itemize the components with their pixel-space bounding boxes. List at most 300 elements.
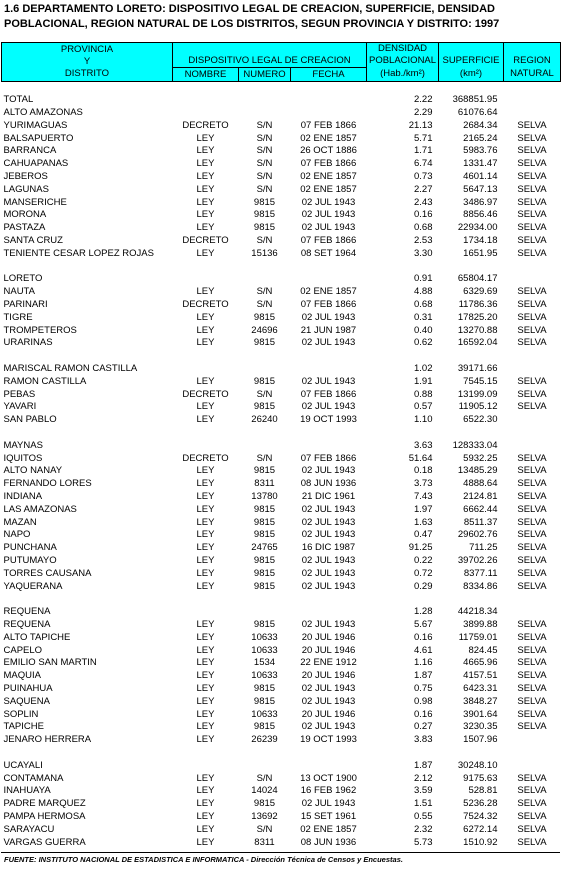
cell-region: SELVA <box>517 132 547 144</box>
cell-densidad: 1.87 <box>414 670 433 682</box>
cell-numero: S/N <box>256 158 273 170</box>
cell-numero: 10633 <box>251 631 278 643</box>
cell-fecha: 08 JUN 1936 <box>300 836 357 848</box>
cell-numero: 9815 <box>253 682 276 694</box>
cell-superficie: 61076.64 <box>457 107 498 119</box>
cell-densidad: 1.63 <box>414 516 433 528</box>
cell-fecha: 02 JUL 1943 <box>301 516 356 528</box>
cell-numero <box>239 273 291 286</box>
cell-region: SELVA <box>517 836 547 848</box>
cell-fecha: 02 ENE 1857 <box>300 183 357 195</box>
cell-nombre: LEY <box>196 401 215 413</box>
cell-nombre: LEY <box>196 478 215 490</box>
cell-densidad: 0.47 <box>414 529 433 541</box>
header-densidad: DENSIDAD POBLACIONAL <box>367 43 439 68</box>
cell-nombre: LEY <box>196 324 215 336</box>
cell-densidad: 0.31 <box>414 311 433 323</box>
cell-numero: 9815 <box>253 503 276 515</box>
table-row <box>2 504 561 517</box>
cell-superficie: 4157.51 <box>463 670 498 682</box>
cell-nombre: LEY <box>196 375 215 387</box>
cell-region: SELVA <box>517 158 547 170</box>
cell-densidad: 5.73 <box>414 836 433 848</box>
header-fecha: FECHA <box>291 67 367 81</box>
cell-fecha: 19 OCT 1993 <box>300 734 357 746</box>
spacer-cell <box>2 427 561 440</box>
cell-region <box>504 414 561 427</box>
cell-superficie: 13485.29 <box>457 465 498 477</box>
cell-region: SELVA <box>517 235 547 247</box>
cell-nombre: LEY <box>196 414 215 426</box>
cell-fecha: 02 JUL 1943 <box>301 554 356 566</box>
cell-numero: 13692 <box>251 810 278 822</box>
table-row <box>2 273 561 286</box>
cell-nombre: LEY <box>196 529 215 541</box>
cell-densidad: 0.72 <box>414 567 433 579</box>
cell-fecha: 07 FEB 1866 <box>300 235 357 247</box>
cell-superficie: 6272.14 <box>463 823 498 835</box>
cell-densidad: 0.62 <box>414 337 433 349</box>
cell-densidad: 1.91 <box>414 375 433 387</box>
cell-fecha: 02 JUL 1943 <box>301 401 356 413</box>
cell-fecha: 15 SET 1961 <box>300 810 357 822</box>
cell-numero: S/N <box>256 119 273 131</box>
cell-superficie: 5932.25 <box>463 452 498 464</box>
table-row <box>2 555 561 568</box>
cell-region: SELVA <box>517 542 547 554</box>
table-row <box>2 529 561 542</box>
cell-superficie: 2684.34 <box>463 119 498 131</box>
cell-nombre: LEY <box>196 734 215 746</box>
cell-distrito: PUINAHUA <box>3 682 53 694</box>
cell-superficie: 44218.34 <box>457 606 498 618</box>
cell-numero: 9815 <box>253 222 276 234</box>
cell-nombre: LEY <box>196 670 215 682</box>
cell-nombre: LEY <box>196 567 215 579</box>
cell-densidad: 0.22 <box>414 554 433 566</box>
cell-region: SELVA <box>517 491 547 502</box>
cell-region: SELVA <box>517 644 547 656</box>
cell-fecha: 21 JUN 1987 <box>300 324 357 336</box>
cell-region <box>504 734 561 747</box>
cell-region <box>504 760 561 773</box>
cell-fecha <box>291 440 367 453</box>
cell-fecha: 02 ENE 1857 <box>300 171 357 183</box>
cell-fecha: 02 JUL 1943 <box>301 311 356 323</box>
cell-densidad: 2.43 <box>414 196 433 208</box>
cell-nombre: LEY <box>196 823 215 835</box>
cell-densidad: 1.71 <box>414 145 433 157</box>
cell-distrito: TOTAL <box>3 94 34 106</box>
cell-numero: 9815 <box>253 798 276 810</box>
spacer-cell <box>2 350 561 363</box>
table-row <box>2 709 561 722</box>
cell-fecha: 02 JUL 1943 <box>301 196 356 208</box>
cell-nombre: LEY <box>196 580 215 592</box>
cell-numero: 13780 <box>251 491 278 502</box>
cell-superficie: 3901.64 <box>463 708 498 720</box>
cell-densidad: 0.29 <box>414 580 433 592</box>
cell-fecha: 02 JUL 1943 <box>301 798 356 810</box>
cell-densidad: 0.73 <box>414 171 433 183</box>
cell-numero: 26240 <box>251 414 278 426</box>
cell-distrito: ALTO TAPICHE <box>3 631 71 643</box>
cell-distrito: CAHUAPANAS <box>3 158 69 170</box>
cell-numero: 9815 <box>253 721 276 733</box>
cell-densidad: 2.27 <box>414 183 433 195</box>
table-row <box>2 581 561 594</box>
cell-region: SELVA <box>517 567 547 579</box>
cell-superficie: 3848.27 <box>463 695 498 707</box>
cell-superficie: 2165.24 <box>463 132 498 144</box>
cell-nombre: LEY <box>196 183 215 195</box>
cell-numero: 9815 <box>253 567 276 579</box>
cell-numero: S/N <box>256 388 273 400</box>
cell-distrito: INDIANA <box>3 491 43 502</box>
cell-densidad: 1.10 <box>414 414 433 426</box>
cell-region: SELVA <box>517 657 547 669</box>
cell-fecha: 07 FEB 1866 <box>300 299 357 311</box>
cell-numero <box>239 440 291 453</box>
cell-fecha: 22 ENE 1912 <box>300 657 357 669</box>
cell-region: SELVA <box>517 798 547 810</box>
cell-nombre: LEY <box>196 721 215 733</box>
table-row <box>2 184 561 197</box>
cell-distrito: REQUENA <box>3 618 51 630</box>
cell-distrito: REQUENA <box>3 606 51 618</box>
cell-nombre: LEY <box>196 196 215 208</box>
cell-nombre: LEY <box>196 311 215 323</box>
cell-region: SELVA <box>517 772 547 784</box>
cell-distrito: LAS AMAZONAS <box>3 503 77 515</box>
cell-fecha <box>291 606 367 619</box>
cell-densidad: 1.28 <box>414 606 433 618</box>
cell-superficie: 13270.88 <box>457 324 498 336</box>
cell-densidad: 2.29 <box>414 107 433 119</box>
cell-densidad: 3.63 <box>414 439 433 451</box>
table-row <box>2 734 561 747</box>
cell-distrito: BALSAPUERTO <box>3 132 74 144</box>
cell-superficie: 11786.36 <box>458 299 498 311</box>
cell-fecha: 02 JUL 1943 <box>301 567 356 579</box>
cell-superficie: 11759.01 <box>458 631 498 643</box>
cell-numero: 10633 <box>251 644 278 656</box>
cell-numero: 9815 <box>253 311 276 323</box>
cell-superficie: 39171.66 <box>457 363 498 375</box>
cell-region: SELVA <box>517 823 547 835</box>
cell-region: SELVA <box>517 785 547 797</box>
cell-superficie: 711.25 <box>469 542 498 554</box>
cell-densidad: 2.53 <box>414 235 433 247</box>
cell-nombre: LEY <box>196 836 215 848</box>
cell-superficie: 3230.35 <box>463 721 498 733</box>
cell-distrito: PARINARI <box>3 299 48 311</box>
cell-nombre: DECRETO <box>182 452 229 464</box>
cell-numero: S/N <box>256 132 273 144</box>
cell-distrito: YURIMAGUAS <box>3 119 68 131</box>
cell-region: SELVA <box>517 299 547 311</box>
cell-fecha: 02 ENE 1857 <box>300 132 357 144</box>
cell-region <box>504 606 561 619</box>
cell-region: SELVA <box>517 465 547 477</box>
cell-distrito: CONTAMANA <box>3 772 64 784</box>
cell-superficie: 16592.04 <box>457 337 498 349</box>
cell-region <box>504 107 561 120</box>
cell-nombre <box>173 107 239 120</box>
table-row <box>2 657 561 670</box>
cell-nombre: LEY <box>196 222 215 234</box>
cell-numero: 14024 <box>251 785 278 797</box>
cell-nombre: LEY <box>196 171 215 183</box>
cell-nombre <box>173 94 239 107</box>
cell-numero <box>239 363 291 376</box>
cell-densidad: 51.64 <box>408 452 433 464</box>
cell-region: SELVA <box>517 682 547 694</box>
table-row <box>2 197 561 210</box>
cell-numero: S/N <box>256 145 273 157</box>
cell-fecha: 02 JUL 1943 <box>301 209 356 221</box>
table-row <box>2 798 561 811</box>
cell-densidad: 0.27 <box>414 721 433 733</box>
cell-superficie: 824.45 <box>468 644 498 656</box>
table-row <box>2 299 561 312</box>
cell-region: SELVA <box>517 670 547 682</box>
footer-rule <box>1 852 560 853</box>
header-nombre: NOMBRE <box>173 67 239 81</box>
cell-fecha: 07 FEB 1866 <box>300 388 357 400</box>
cell-distrito: VARGAS GUERRA <box>3 836 86 848</box>
cell-numero: 9815 <box>253 695 276 707</box>
cell-superficie: 5647.13 <box>463 183 498 195</box>
source-note: FUENTE: INSTITUTO NACIONAL DE ESTADISTICA E INFORMATICA - Dirección Técnica de Censos y Encuestas. <box>4 855 403 864</box>
table-row <box>2 376 561 389</box>
cell-superficie: 8377.11 <box>463 567 498 579</box>
table-body <box>2 81 561 849</box>
header-superficie-unit: (km²) <box>439 67 504 81</box>
cell-densidad: 2.12 <box>414 772 433 784</box>
table-row <box>2 542 561 555</box>
cell-distrito: SAQUENA <box>3 695 50 707</box>
cell-densidad: 0.16 <box>414 708 433 720</box>
cell-region: SELVA <box>517 209 547 221</box>
cell-superficie: 4601.14 <box>463 171 498 183</box>
header-densidad-unit: (Hab./km²) <box>367 67 439 81</box>
cell-nombre: LEY <box>196 337 215 349</box>
cell-distrito: ALTO NANAY <box>3 465 63 477</box>
spacer-row <box>2 350 561 363</box>
cell-distrito: MANSERICHE <box>3 196 67 208</box>
table-row <box>2 837 561 850</box>
spacer-row <box>2 261 561 274</box>
cell-numero: 9815 <box>253 337 276 349</box>
cell-densidad: 3.30 <box>414 247 433 259</box>
spacer-row <box>2 593 561 606</box>
cell-numero: 9815 <box>253 209 276 221</box>
cell-distrito: TIGRE <box>3 311 33 323</box>
cell-densidad: 0.75 <box>414 682 433 694</box>
table-row <box>2 145 561 158</box>
cell-densidad: 5.71 <box>414 132 433 144</box>
table-row <box>2 811 561 824</box>
cell-fecha: 02 JUL 1943 <box>301 465 356 477</box>
cell-distrito: MAZAN <box>3 516 37 528</box>
table-row <box>2 721 561 734</box>
cell-distrito: TENIENTE CESAR LOPEZ ROJAS <box>3 247 154 259</box>
cell-region <box>504 273 561 286</box>
table-row <box>2 760 561 773</box>
cell-fecha: 07 FEB 1866 <box>300 119 357 131</box>
table-row <box>2 440 561 453</box>
header-numero: NUMERO <box>239 67 291 81</box>
cell-superficie: 1510.92 <box>463 836 498 848</box>
table-row <box>2 670 561 683</box>
cell-numero: 9815 <box>253 529 276 541</box>
cell-distrito: SARAYACU <box>3 823 55 835</box>
cell-numero: 10633 <box>251 708 278 720</box>
table-row <box>2 606 561 619</box>
cell-region: SELVA <box>517 196 547 208</box>
cell-distrito: EMILIO SAN MARTIN <box>3 657 97 669</box>
cell-numero: S/N <box>256 452 273 464</box>
cell-densidad: 5.67 <box>414 618 433 630</box>
spacer-cell <box>2 261 561 274</box>
cell-region: SELVA <box>517 401 547 413</box>
cell-fecha <box>291 107 367 120</box>
spacer-cell <box>2 593 561 606</box>
cell-nombre: LEY <box>196 286 215 298</box>
cell-superficie: 17825.20 <box>457 311 498 323</box>
cell-nombre: LEY <box>196 810 215 822</box>
cell-densidad: 4.61 <box>414 644 433 656</box>
table-row <box>2 120 561 133</box>
cell-nombre: LEY <box>196 631 215 643</box>
spacer-cell <box>2 747 561 760</box>
cell-fecha: 02 JUL 1943 <box>301 580 356 592</box>
cell-numero: S/N <box>256 299 273 311</box>
cell-nombre: LEY <box>196 695 215 707</box>
cell-region: SELVA <box>517 286 547 298</box>
cell-fecha: 02 JUL 1943 <box>301 375 356 387</box>
cell-region: SELVA <box>517 388 547 400</box>
cell-distrito: MAQUIA <box>3 670 41 682</box>
cell-nombre: LEY <box>196 644 215 656</box>
cell-distrito: SANTA CRUZ <box>3 235 63 247</box>
cell-densidad: 0.16 <box>414 631 433 643</box>
cell-densidad: 6.74 <box>414 158 433 170</box>
cell-densidad: 1.87 <box>414 759 433 771</box>
cell-fecha: 02 JUL 1943 <box>301 695 356 707</box>
cell-distrito: PADRE MARQUEZ <box>3 798 86 810</box>
cell-distrito: TORRES CAUSANA <box>3 567 92 579</box>
cell-fecha: 02 JUL 1943 <box>301 618 356 630</box>
cell-nombre: LEY <box>196 503 215 515</box>
cell-fecha: 20 JUL 1946 <box>301 670 356 682</box>
cell-distrito: LAGUNAS <box>3 183 49 195</box>
cell-numero: 8311 <box>254 836 275 848</box>
cell-nombre: DECRETO <box>182 388 229 400</box>
cell-superficie: 7524.32 <box>463 810 498 822</box>
cell-numero: S/N <box>256 823 273 835</box>
cell-fecha: 07 FEB 1866 <box>300 452 357 464</box>
table-row <box>2 465 561 478</box>
cell-superficie: 5236.28 <box>463 798 498 810</box>
cell-distrito: MAYNAS <box>3 439 43 451</box>
cell-fecha: 02 JUL 1943 <box>301 337 356 349</box>
cell-nombre: DECRETO <box>182 235 229 247</box>
table-row <box>2 171 561 184</box>
cell-distrito: SOPLIN <box>3 708 39 720</box>
cell-region: SELVA <box>517 516 547 528</box>
cell-numero <box>239 107 291 120</box>
cell-densidad: 1.02 <box>414 363 433 375</box>
cell-nombre: LEY <box>196 491 215 502</box>
cell-numero: 9815 <box>253 580 276 592</box>
cell-distrito: INAHUAYA <box>3 785 51 797</box>
cell-region <box>504 440 561 453</box>
table-row <box>2 619 561 632</box>
cell-superficie: 528.81 <box>468 785 498 797</box>
cell-superficie: 39702.26 <box>457 554 498 566</box>
cell-nombre: LEY <box>196 772 215 784</box>
cell-fecha: 02 JUL 1943 <box>301 682 356 694</box>
cell-region: SELVA <box>517 247 547 259</box>
cell-region: SELVA <box>517 222 547 234</box>
cell-region: SELVA <box>517 708 547 720</box>
cell-region: SELVA <box>517 337 547 349</box>
cell-superficie: 4665.96 <box>463 657 498 669</box>
cell-numero: S/N <box>256 286 273 298</box>
cell-distrito: MARISCAL RAMON CASTILLA <box>3 363 138 375</box>
cell-fecha: 02 JUL 1943 <box>301 721 356 733</box>
cell-superficie: 8334.86 <box>463 580 498 592</box>
cell-distrito: IQUITOS <box>3 452 43 464</box>
cell-fecha: 08 SET 1964 <box>300 247 357 259</box>
cell-region: SELVA <box>517 554 547 566</box>
cell-densidad: 2.22 <box>414 94 433 106</box>
cell-region: SELVA <box>517 145 547 157</box>
table-row <box>2 568 561 581</box>
cell-nombre: LEY <box>196 132 215 144</box>
cell-distrito: PUTUMAYO <box>3 554 57 566</box>
cell-numero <box>239 606 291 619</box>
header-region: REGION <box>504 43 561 68</box>
cell-densidad: 0.18 <box>414 465 433 477</box>
cell-numero: 24765 <box>251 542 278 554</box>
table-row <box>2 325 561 338</box>
cell-densidad: 0.40 <box>414 324 433 336</box>
cell-superficie: 65804.17 <box>457 273 498 285</box>
cell-numero: 9815 <box>253 554 276 566</box>
cell-densidad: 7.43 <box>414 491 433 502</box>
header-region-natural: NATURAL <box>504 67 561 81</box>
cell-numero: 8311 <box>254 478 275 490</box>
data-table <box>1 42 561 849</box>
cell-numero: 24696 <box>251 324 278 336</box>
cell-fecha: 13 OCT 1900 <box>300 772 357 784</box>
cell-nombre: LEY <box>196 657 215 669</box>
spacer-row <box>2 427 561 440</box>
cell-nombre <box>173 440 239 453</box>
cell-region: SELVA <box>517 503 547 515</box>
cell-numero: 9815 <box>253 375 276 387</box>
table-row <box>2 312 561 325</box>
cell-superficie: 128333.04 <box>452 439 498 451</box>
cell-nombre: DECRETO <box>182 119 229 131</box>
header-dispositivo: DISPOSITIVO LEGAL DE CREACION <box>173 43 367 68</box>
cell-densidad: 3.83 <box>414 734 433 746</box>
cell-region: SELVA <box>517 311 547 323</box>
cell-superficie: 1507.96 <box>463 734 498 746</box>
